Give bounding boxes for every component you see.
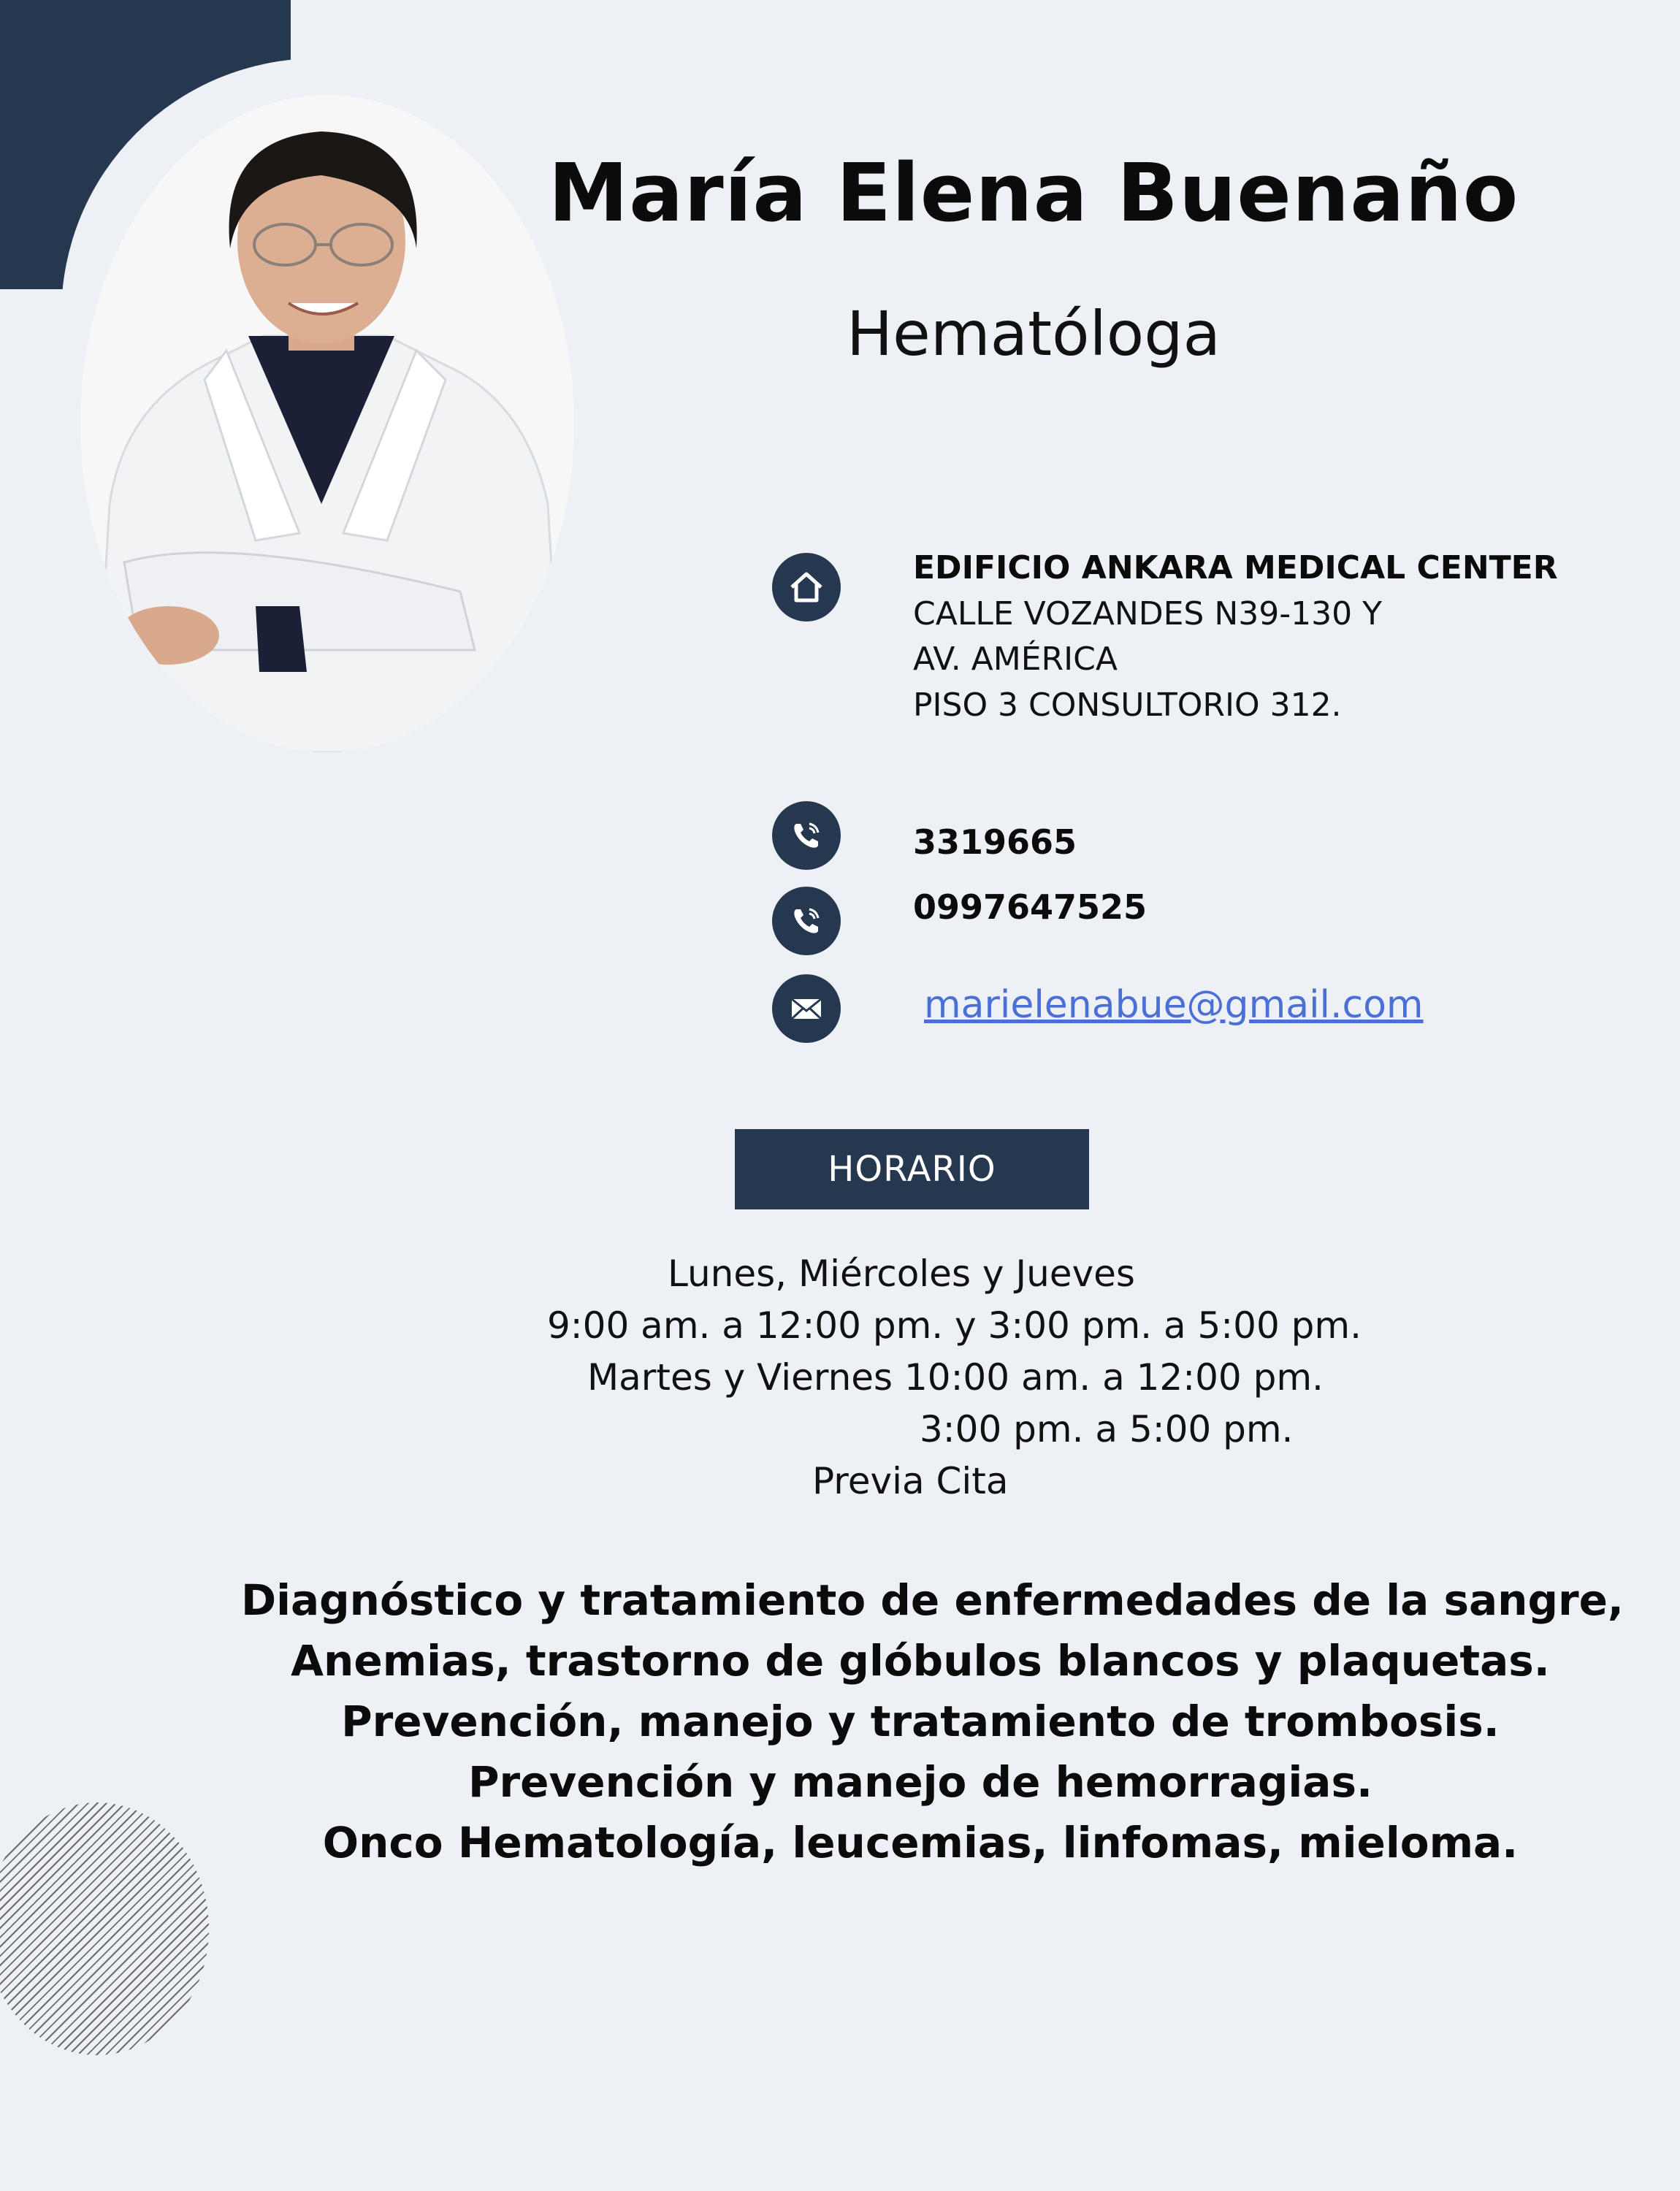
doctor-photo [80, 95, 574, 752]
envelope-icon [772, 974, 841, 1043]
schedule-line: Previa Cita [812, 1460, 1009, 1502]
schedule-line: 3:00 pm. a 5:00 pm. [920, 1408, 1294, 1450]
schedule-heading: HORARIO [735, 1129, 1089, 1209]
schedule-line: 9:00 am. a 12:00 pm. y 3:00 pm. a 5:00 pm. [547, 1304, 1362, 1347]
address-line: AV. AMÉRICA [913, 641, 1118, 678]
service-item: Diagnóstico y tratamiento de enfermedades de la sangre, [241, 1575, 1624, 1625]
services-list [241, 1570, 1624, 1873]
phone-icon [772, 801, 841, 870]
service-item: Onco Hematología, leucemias, linfomas, mieloma. [322, 1818, 1519, 1867]
email-link[interactable]: marielenabue@gmail.com [924, 983, 1424, 1027]
address-title: EDIFICIO ANKARA MEDICAL CENTER [913, 549, 1558, 586]
address-line: PISO 3 CONSULTORIO 312. [913, 687, 1342, 724]
schedule-line: Martes y Viernes 10:00 am. a 12:00 pm. [587, 1356, 1324, 1399]
doctor-specialty: Hematóloga [847, 298, 1221, 370]
phone-number[interactable]: 0997647525 [913, 887, 1148, 927]
doctor-name: María Elena Buenaño [548, 146, 1519, 240]
hatched-circle-decoration [0, 1802, 209, 2055]
address-line: CALLE VOZANDES N39-130 Y [913, 595, 1382, 632]
service-item: Anemias, trastorno de glóbulos blancos y plaquetas. [291, 1636, 1550, 1686]
phone-number[interactable]: 3319665 [913, 822, 1077, 862]
service-item: Prevención y manejo de hemorragias. [468, 1757, 1372, 1807]
phone-icon [772, 887, 841, 955]
home-icon [772, 553, 841, 622]
schedule-line: Lunes, Miércoles y Jueves [668, 1253, 1135, 1295]
service-item: Prevención, manejo y tratamiento de trombosis. [341, 1697, 1500, 1746]
